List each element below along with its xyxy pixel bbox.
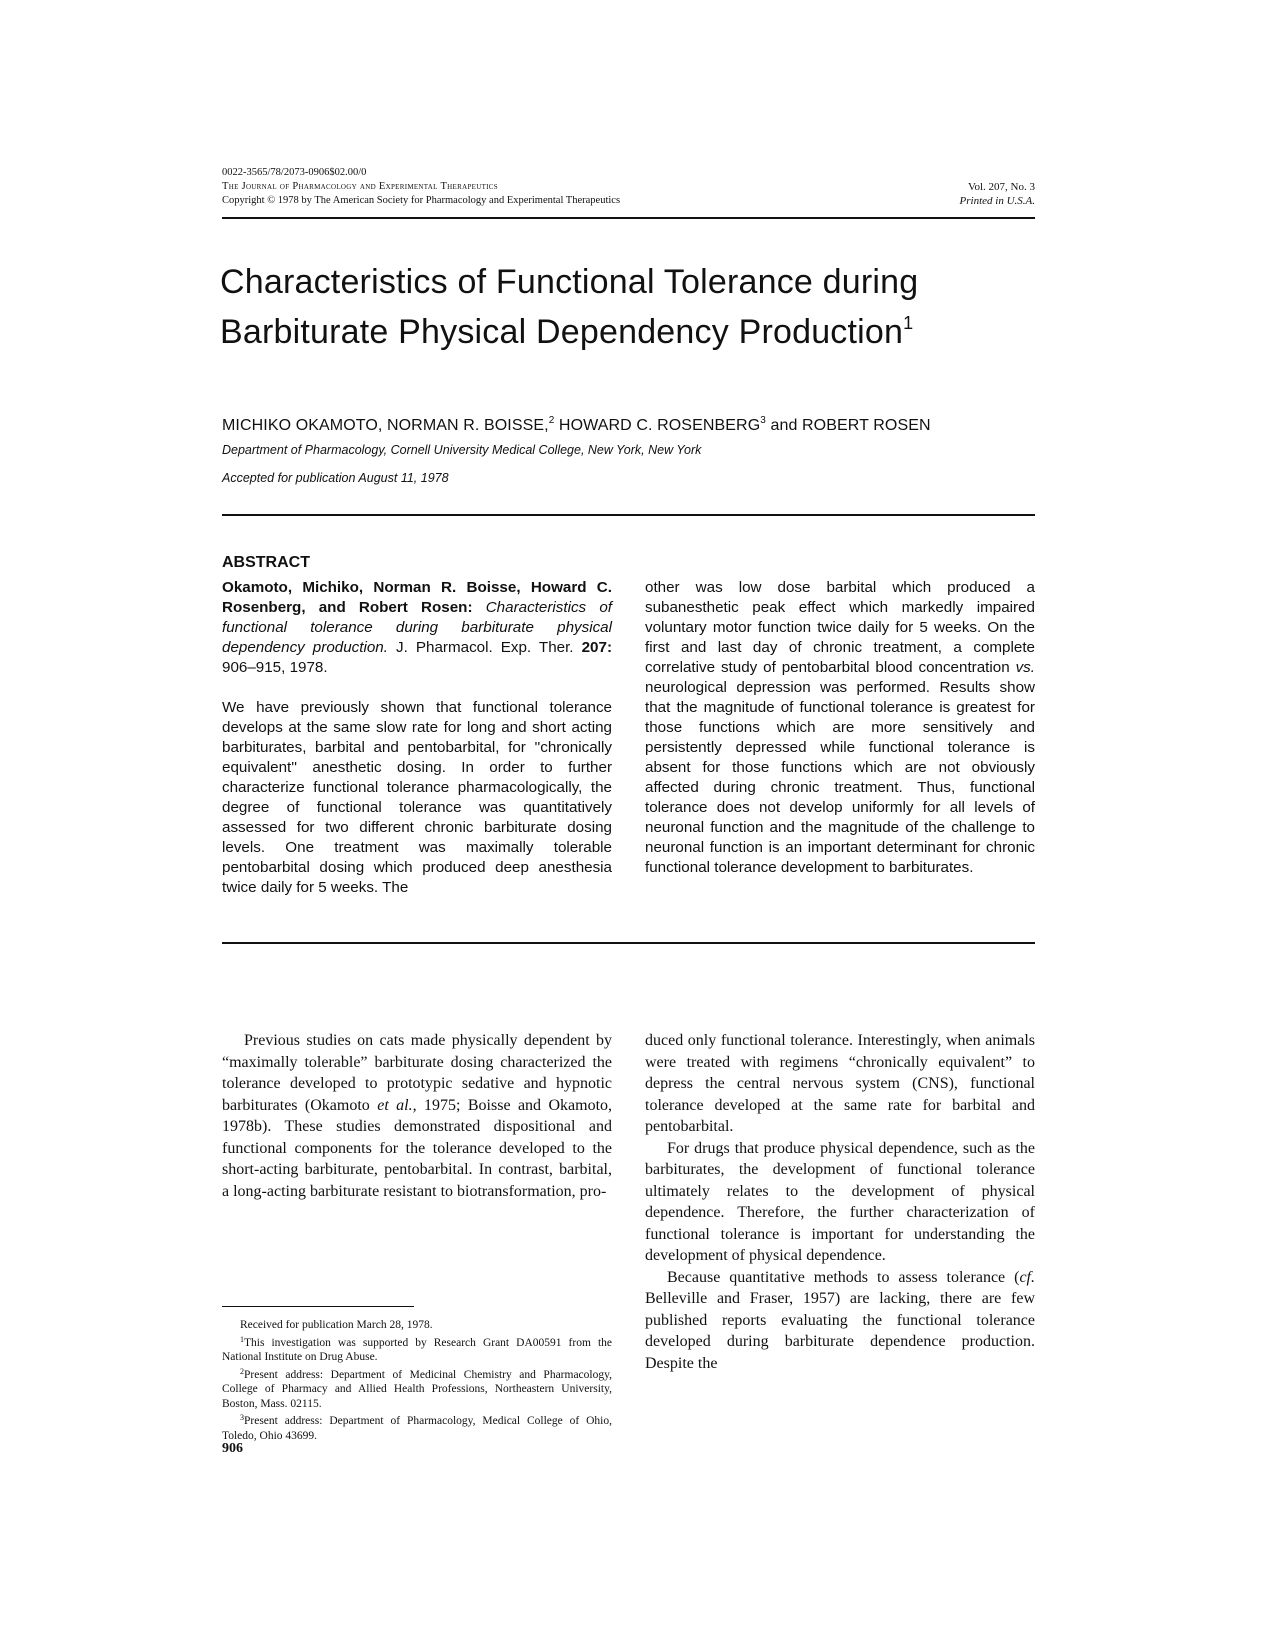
title-line-2: Barbiturate Physical Dependency Production$^1$	[220, 313, 914, 351]
title-footnote-mark: 1	[903, 313, 914, 333]
accepted-date: Accepted for publication August 11, 1978	[222, 471, 449, 485]
footnote-2: $^2$Present address: Department of Medicinal Chemistry and Pharmacology, College of Pharmacy and Allied Health Professions, Northeastern University, Boston, Mass. 02115.	[222, 1366, 612, 1410]
abstract-paragraph-left: We have previously shown that functional tolerance develops at the same slow rate for long and short acting barbiturates, barbital and pentobarbital, for ''chronically equivalent'' anesthetic dosing. In order to further characterize functional tolerance pharmacologically, the degree of functional tolerance was quantitatively assessed for two different chronic barbiturate dosing levels. One treatment was maximally tolerable pentobarbital dosing which produced deep anesthesia twice daily for 5 weeks. The	[222, 699, 612, 896]
affiliation: Department of Pharmacology, Cornell University Medical College, New York, New York	[222, 443, 702, 457]
title-line-1: Characteristics of Functional Tolerance during	[220, 263, 919, 301]
footnote-rule	[222, 1306, 414, 1307]
abstract-top-rule	[222, 514, 1035, 516]
received-date: Received for publication March 28, 1978.	[240, 1319, 433, 1331]
abstract-right-column	[645, 578, 1035, 878]
header-code: 0022-3565/78/2073-0906$02.00/0	[222, 167, 367, 178]
footnote-3: $^3$Present address: Department of Pharmacology, Medical College of Ohio, Toledo, Ohio 43699.	[222, 1413, 612, 1442]
author-list: MICHIKO OKAMOTO, NORMAN R. BOISSE,$^2$ HOWARD C. ROSENBERG$^3$ and ROBERT ROSEN	[222, 415, 931, 434]
body-paragraph: Previous studies on cats made physically dependent by “maximally tolerable” barbiturate dosing characterized the tolerance developed to prototypic sedative and hypnotic barbiturates (Okamoto et al., 1975; Boisse and Okamoto, 1978b). These studies demonstrated dispositional and functional components for the tolerance developed to the short-acting barbiturate, pentobarbital. In contrast, barbital, a long-acting barbiturate resistant to biotransformation, pro-	[222, 1032, 613, 1200]
header-copyright: Copyright © 1978 by The American Society for Pharmacology and Experimental Therapeutics	[222, 195, 621, 206]
header-printed: Printed in U.S.A.	[959, 195, 1035, 207]
body-paragraph: duced only functional tolerance. Interestingly, when animals were treated with regimens “chronically equivalent” to depress the central nervous system (CNS), functional tolerance developed at the same rate for barbital and pentobarbital.	[645, 1032, 1035, 1135]
body-paragraph: Because quantitative methods to assess tolerance (cf. Belleville and Fraser, 1957) are lacking, there are few published reports evaluating the functional tolerance developed during barbiturate dependence production. Despite the	[645, 1268, 1035, 1372]
body-right-column	[645, 1030, 1035, 1374]
header-volume: Vol. 207, No. 3	[967, 181, 1035, 193]
abstract-heading: ABSTRACT	[222, 554, 310, 571]
abstract-paragraph-right: other was low dose barbital which produced a subanesthetic peak effect which markedly impaired voluntary motor function twice daily for 5 weeks. On the first and last day of chronic treatment, a complete correlative study of pentobarbital blood concentration vs. neurological depression was performed. Results show that the magnitude of functional tolerance is greatest for those functions which are more sensitively and persistently depressed while functional tolerance is absent for those functions which are not obviously affected during chronic treatment. Thus, functional tolerance does not develop uniformly for all levels of neuronal function and the magnitude of the challenge to neuronal function is an important determinant for chronic functional tolerance development to barbiturates.	[645, 579, 1035, 876]
header-journal: The Journal of Pharmacology and Experimental Therapeutics	[222, 181, 498, 192]
page-number: 906	[222, 1441, 243, 1456]
footnote-1: $^1$This investigation was supported by Research Grant DA00591 from the National Institute on Drug Abuse.	[222, 1334, 612, 1363]
abstract-bottom-rule	[222, 942, 1035, 944]
body-paragraph: For drugs that produce physical dependence, such as the barbiturates, the development of functional tolerance ultimately relates to the development of physical dependence. Therefore, the further characterization of functional tolerance is important for understanding the development of physical dependence.	[645, 1139, 1035, 1264]
footnotes	[222, 1318, 612, 1443]
abstract-left-column	[222, 578, 612, 898]
body-left-column	[222, 1030, 612, 1202]
header-rule	[222, 217, 1035, 219]
page-title	[220, 262, 1040, 353]
abstract-citation: Okamoto, Michiko, Norman R. Boisse, Howard C. Rosenberg, and Robert Rosen: Characteristics of functional tolerance during barbiturate physical dependency production. J. Pharmacol. Exp. Ther. 207: 906–915, 1978.	[222, 579, 613, 676]
